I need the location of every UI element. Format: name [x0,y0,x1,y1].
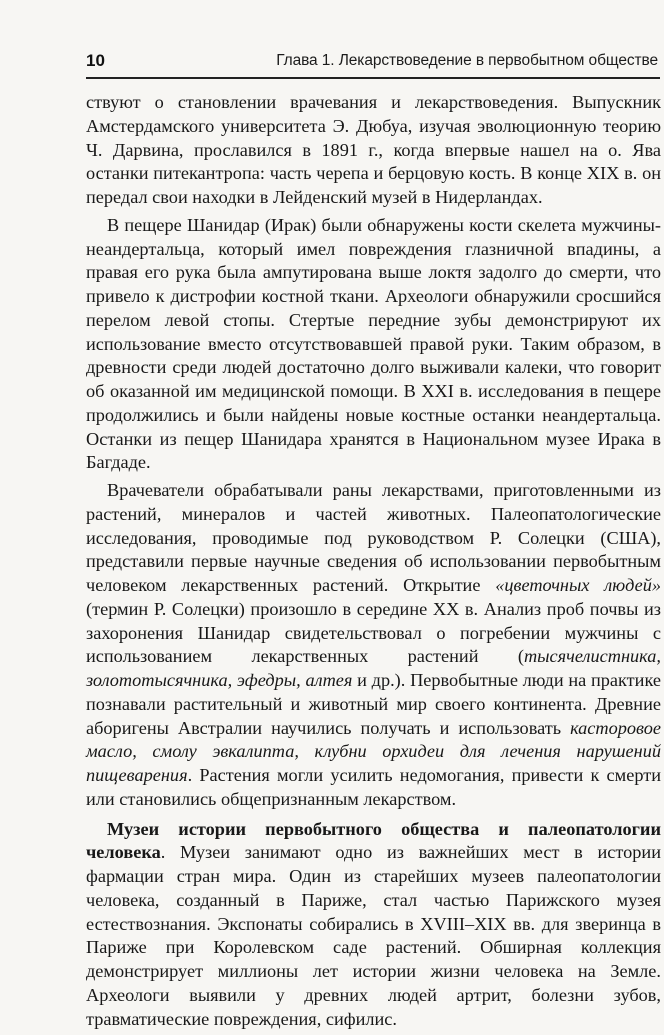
paragraph-3-text-a: Врачеватели обрабатывали раны лекарствами, приготовленными из растений, минералов и частей животных. Палеопатологические исследования, проводимые под руководством Р. Солецки (США), представили первые научные сведения об использовании первобытным человеком лекарственных растений. Открытие [86,480,661,595]
running-title: Глава 1. Лекарствоведение в первобытном обществе [276,52,658,69]
paragraph-4-text: . Музеи занимают одно из важнейших мест в истории фармации стран мира. Один из старейших музеев палеопатологии человека, созданный в Париже, стал частью Парижского музея естествознания. Экспонаты собирались в XVIII–XIX вв. для зверинца в Париже при Королевском саде растений. Обширная коллекция демонстрирует миллионы лет истории жизни человека на Земле. Археологи выявили у древних людей артрит, болезни зубов, травматические повреждения, сифилис. [86,842,661,1029]
body-text [86,91,661,1035]
paragraph-3 [86,479,661,812]
paragraph-3-text-c: (термин Р. Солецки) произошло в середине XX в. Анализ проб почвы из захоронения Шанидар свидетельствовал о погребении мужчины с использованием лекарственных растений ( [86,598,661,667]
paragraph-3-text-e: и др.). Первобытные люди на практике познавали растительный и животный мир своего континента. Древние аборигены Австралии научились получать и использовать [86,670,661,738]
plant-list: тысячелистника, золототысячника, эфедры, алтея [86,646,661,690]
section-heading: Музеи истории первобытного общества и палеопатологии человека [86,818,661,863]
paragraph-3-text-g: . Растения могли усилить недомогания, привести к смерти или становились общепризнанным лекарством. [86,765,661,809]
paragraph-1: ствуют о становлении врачевания и лекарствоведения. Выпускник Амстердамского университета Э. Дюбуа, изучая эволюционную теорию Ч. Дарвина, прославился в 1891 г., когда впервые нашел на о. Ява останки питекантропа: часть черепа и берцовую кость. В конце XIX в. он передал свои находки в Лейденский музей в Нидерландах. [86,92,661,207]
flower-people-term: «цветочных людей» [495,575,661,595]
page-number: 10 [86,51,105,70]
page-header [86,47,660,79]
paragraph-4 [86,818,661,1032]
paragraph-2: В пещере Шанидар (Ирак) были обнаружены кости скелета мужчины-неандертальца, который имел повреждения глазничной впадины, а правая его рука была ампутирована выше локтя задолго до смерти, что привело к дистрофии костной ткани. Археологи обнаружили сросшийся перелом левой стопы. Стертые передние зубы демонстрируют их использование вместо отсутствовавшей правой руки. Таким образом, в древности среди людей достаточно долго выживали калеки, что говорит об оказанной им медицинской помощи. В XXI в. исследования в пещере продолжились и были найдены новые костные останки неандертальца. Останки из пещер Шанидара хранятся в Национальном музее Ирака в Багдаде. [86,214,661,473]
aboriginal-remedies: касторовое масло, смолу эвкалипта, клубни орхидеи для лечения нарушений пищеварения [86,717,661,785]
